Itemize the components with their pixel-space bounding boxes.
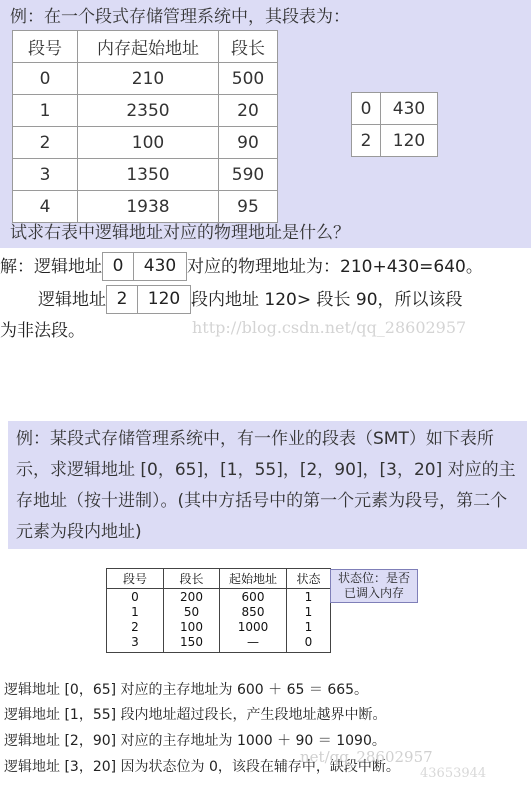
cell: 1 — [304, 604, 313, 619]
result-line-1: 逻辑地址 [0，65] 对应的主存地址为 600 ＋ 65 ＝ 665。 — [4, 682, 369, 698]
result-line-2: 逻辑地址 [1，55] 段内地址超过段长，产生段地址越界中断。 — [4, 707, 387, 723]
table-row — [107, 619, 331, 634]
segment-table-header — [13, 31, 278, 63]
table-row — [107, 604, 331, 619]
status-note-line: 已调入内存 — [343, 586, 404, 600]
cell: 1 — [13, 95, 78, 127]
header-start-address: 内存起始地址 — [78, 31, 219, 63]
answer-line-2 — [38, 285, 463, 315]
logical-offset-box: 430 — [134, 252, 187, 281]
result-line-3: 逻辑地址 [2，90] 对应的主存地址为 1000 ＋ 90 ＝ 1090。 — [4, 733, 386, 749]
cell: 430 — [381, 93, 438, 125]
logical-segment-box: 0 — [102, 252, 134, 281]
cell: 200 — [164, 589, 220, 605]
logical-address-table — [351, 92, 438, 157]
smt-header — [107, 569, 331, 589]
smt-table — [106, 568, 331, 653]
cell: 4 — [13, 191, 78, 223]
header-segment-length: 段长 — [164, 569, 220, 589]
cell: 2 — [352, 125, 381, 157]
header-status: 状态 — [287, 569, 331, 589]
table-row — [107, 634, 331, 653]
answer-prefix: 解：逻辑地址 — [0, 257, 102, 277]
cell: 590 — [219, 159, 278, 191]
watermark-url: http://blog.csdn.net/qq_28602957 — [192, 318, 467, 337]
cell: 2350 — [78, 95, 219, 127]
example1-question: 试求右表中逻辑地址对应的物理地址是什么？ — [10, 223, 350, 243]
cell: 100 — [164, 619, 220, 634]
cell: 3 — [107, 634, 164, 653]
cell: 850 — [220, 604, 287, 619]
table-row — [13, 63, 278, 95]
watermark-id-bottom: 43653944 — [420, 766, 487, 781]
header-segment-number: 段号 — [13, 31, 78, 63]
cell: 210 — [78, 63, 219, 95]
cell: 1350 — [78, 159, 219, 191]
cell: 500 — [219, 63, 278, 95]
cell: 90 — [219, 127, 278, 159]
cell: 600 — [220, 589, 287, 605]
example2-text: 例：某段式存储管理系统中，有一作业的段表（SMT）如下表所示，求逻辑地址 [0，65]，[1，55]，[2，90]，[3，20] 对应的主存地址（按十进制）。(其中方括号中的第一个元素为段号，第二个元素为段内地址) — [16, 429, 516, 542]
cell: 0 — [13, 63, 78, 95]
cell: 1 — [304, 619, 313, 634]
table-row — [13, 191, 278, 223]
cell: 1938 — [78, 191, 219, 223]
cell: 1000 — [220, 619, 287, 634]
cell: 95 — [219, 191, 278, 223]
cell: 150 — [164, 634, 220, 653]
header-segment-number: 段号 — [107, 569, 164, 589]
table-row — [352, 93, 438, 125]
cell: 1 — [107, 604, 164, 619]
answer-suffix: 对应的物理地址为：210+430=640。 — [187, 257, 483, 277]
table-row — [13, 95, 278, 127]
cell: 100 — [78, 127, 219, 159]
cell: 0 — [304, 634, 313, 649]
answer-line-3: 为非法段。 — [0, 321, 85, 341]
table-row — [107, 589, 331, 605]
logical-offset-box: 120 — [138, 285, 191, 314]
answer-line-1 — [0, 252, 483, 282]
cell: 0 — [107, 589, 164, 605]
cell: — — [220, 634, 287, 653]
table-row — [352, 125, 438, 157]
cell: 1 — [304, 589, 313, 604]
cell: 120 — [381, 125, 438, 157]
cell: 0 — [352, 93, 381, 125]
header-start-address: 起始地址 — [220, 569, 287, 589]
answer-prefix: 逻辑地址 — [38, 290, 106, 310]
example1-title: 例：在一个段式存储管理系统中，其段表为： — [10, 7, 350, 27]
cell: 50 — [164, 604, 220, 619]
watermark-url-bottom: net/qq_28602957 — [300, 748, 433, 766]
status-note-line: 状态位：是否 — [337, 571, 410, 585]
header-segment-length: 段长 — [219, 31, 278, 63]
cell: 3 — [13, 159, 78, 191]
result-line-4: 逻辑地址 [3，20] 因为状态位为 0，该段在辅存中，缺段中断。 — [4, 759, 400, 775]
logical-segment-box: 2 — [106, 285, 138, 314]
answer-suffix: 段内地址 120> 段长 90，所以该段 — [191, 290, 463, 310]
table-row — [13, 127, 278, 159]
status-bit-note — [330, 569, 418, 603]
cell: 2 — [13, 127, 78, 159]
cell: 2 — [107, 619, 164, 634]
segment-table — [12, 30, 278, 223]
table-row — [13, 159, 278, 191]
cell: 20 — [219, 95, 278, 127]
